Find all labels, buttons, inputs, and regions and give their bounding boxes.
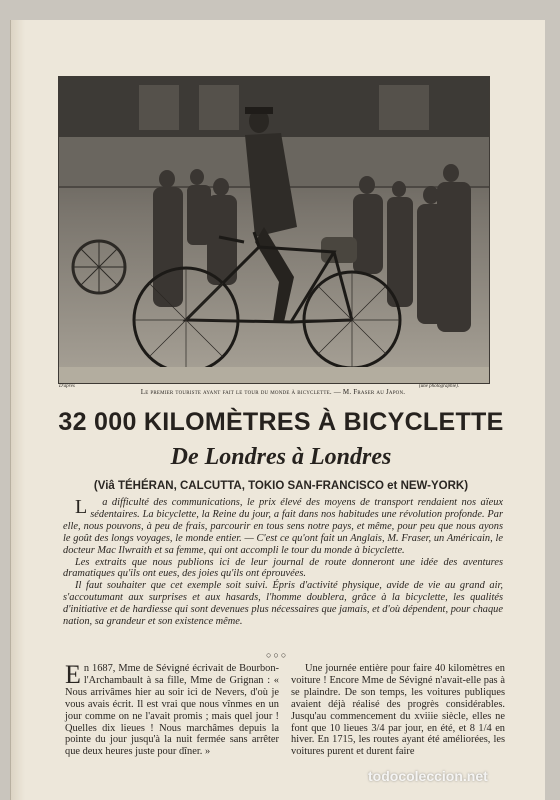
- intro-section: [63, 497, 503, 628]
- article-route: (Viâ TÉHÉRAN, CALCUTTA, TOKIO SAN-FRANCISCO et NEW-YORK): [93, 480, 469, 492]
- intro-paragraph-2: Les extraits que nous publions ici de leur journal de route donneront une idée des aventures dramatiques qu'ils ont eues, des joies qu'ils ont éprouvées.: [63, 556, 503, 580]
- intro-dropcap: L: [75, 496, 88, 518]
- intro-paragraph-1: [63, 497, 503, 557]
- cyclist-photo-icon: [59, 77, 489, 383]
- intro-paragraph-1-text: a difficulté des communications, le prix élevé des moyens de transport rendaient nos aïeux sédentaires. La bicyclette, la Reine du jour, a fait dans nos habitudes une révolution profonde. Par elle, nous pouvons, à peu de frais, parcourir en tous sens notre pays, et même, pour peu que nous ayons le goût des longs voyages, le monde entier. — C'est ce qu'ont fait un Anglais, M. Fraser, un Américain, le docteur Mac Ilwraith et sa femme, qui ont accompli le tour du monde à bicyclette.: [63, 497, 503, 556]
- section-ornament: ○○○: [266, 650, 289, 660]
- body-column-left: [65, 660, 279, 758]
- intro-paragraph-3: Il faut souhaiter que cet exemple soit suivi. Épris d'activité physique, avide de vie au grand air, s'accoutumant aux surprises et aux hasards, l'homme doublera, grâce à la bicyclette, les qualités d'initiative et de hardiesse qui sont devenues plus nécessaires que jamais, et d'où dépendent, pour chaque nation, sa grandeur et son existence même.: [63, 580, 503, 628]
- page-binding: [11, 20, 25, 800]
- body-left-text: n 1687, Mme de Sévigné écrivait de Bourbon-l'Archambault à sa fille, Mme de Grignan : « Nous arrivâmes hier au soir ici de Nevers, d'où je vous avais écrit. Il est vrai que nous vînmes en un jour comme on ne l'avait promis ; mais quel jour ! Quelles dix lieues ! Nous marchâmes depuis la pointe du jour jusqu'à la nuit fermée sans arrêter que deux heures juste pour dîner. »: [65, 663, 279, 758]
- photo-credit-left: D'après: [59, 384, 75, 389]
- body-dropcap: E: [65, 660, 81, 689]
- photo-caption: Le premier touriste ayant fait le tour du monde à bicyclette. — M. Fraser au Japon.: [140, 388, 406, 396]
- magazine-page: [10, 20, 545, 800]
- article-subtitle: De Londres à Londres: [170, 444, 392, 470]
- body-paragraph-left: [65, 660, 279, 758]
- cyclist-photo: [58, 76, 490, 384]
- body-column-right: [291, 663, 505, 758]
- body-paragraph-right: Une journée entière pour faire 40 kilomètres en voiture ! Encore Mme de Sévigné n'avait-elle pas à se plaindre. De son temps, les voitures publiques avaient déjà réalisé des progrès considérables. Jusqu'au commencement du xviiie siècle, elles ne font que 10 lieues 3/4 par jour, en été, et 8 1/4 en hiver. En 1715, les routes ayant été améliorées, les voitures purent et durent faire: [291, 663, 505, 758]
- watermark-logo: todocoleccion.net: [368, 768, 488, 784]
- article-title: 32 000 KILOMÈTRES À BICYCLETTE: [58, 408, 504, 436]
- photo-credit-right: (une photographie).: [419, 384, 459, 389]
